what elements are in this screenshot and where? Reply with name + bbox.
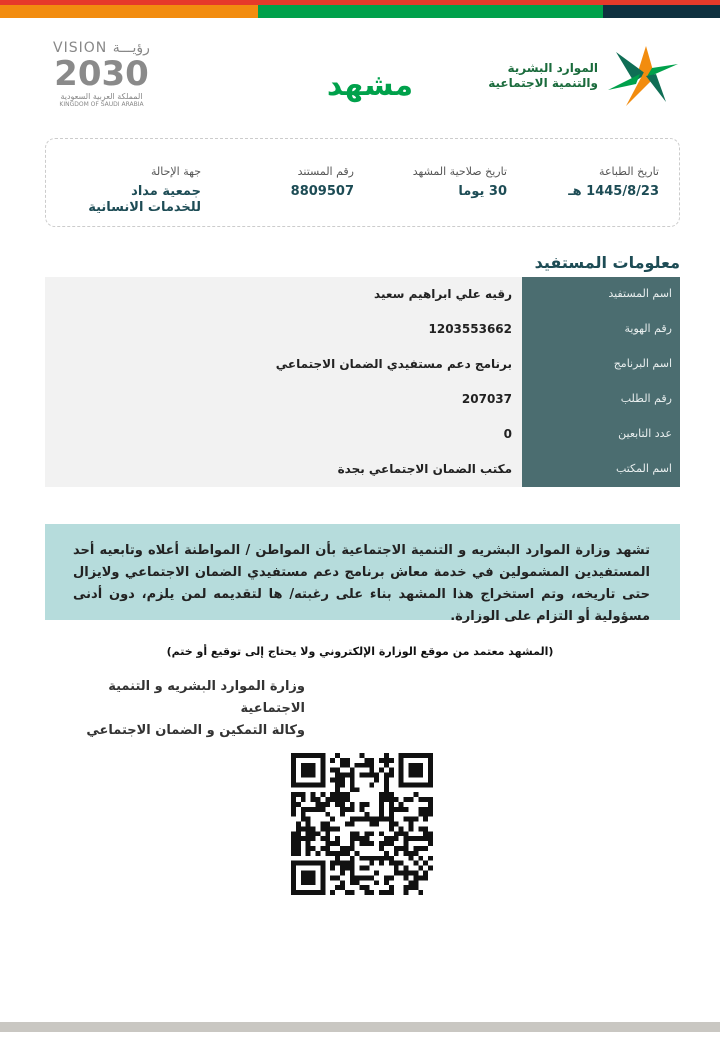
table-row	[45, 347, 680, 382]
qr-code	[291, 753, 433, 895]
row-value: 1203553662	[45, 312, 522, 347]
table-row	[45, 312, 680, 347]
ministry-logo	[488, 44, 680, 108]
validity-value: 30 يوما	[458, 184, 507, 199]
print-date-value: 1445/8/23 هـ	[568, 184, 659, 199]
document-info-box	[45, 138, 680, 227]
document-number-value: 8809507	[290, 184, 354, 199]
qr-modules	[291, 753, 433, 895]
print-date-label: تاريخ الطباعة	[599, 165, 659, 178]
vision-logo-ar: المملكة العربية السعودية	[60, 92, 143, 101]
table-row	[45, 452, 680, 487]
row-label: عدد التابعين	[522, 417, 680, 452]
ministry-logo-line2: والتنمية الاجتماعية	[488, 76, 598, 90]
table-row	[45, 277, 680, 312]
document-number	[291, 165, 354, 200]
issuer-signature	[45, 676, 305, 742]
beneficiary-table	[45, 277, 680, 487]
row-value: برنامج دعم مستفيدي الضمان الاجتماعي	[45, 347, 522, 382]
row-label: اسم البرنامج	[522, 347, 680, 382]
referral-value: جمعية مداد للخدمات الانسانية	[88, 184, 201, 215]
ministry-star-icon	[606, 44, 680, 108]
issuer-line1: وزارة الموارد البشريه و التنمية الاجتماعية	[108, 679, 305, 716]
table-row	[45, 382, 680, 417]
page-title: مشهد	[326, 68, 414, 103]
vision-logo-en: KINGDOM OF SAUDI ARABIA	[59, 101, 144, 108]
referral-label: جهة الإحالة	[151, 165, 201, 178]
bottom-bar	[0, 1022, 720, 1032]
top-color-bar	[0, 0, 720, 18]
issuer-line2: وكالة التمكين و الضمان الاجتماعي	[86, 723, 305, 738]
section-title: معلومات المستفيد	[534, 253, 680, 272]
document-number-label: رقم المستند	[297, 165, 354, 178]
print-date	[568, 165, 659, 200]
row-value: رقيه علي ابراهيم سعيد	[45, 277, 522, 312]
ministry-logo-line1: الموارد البشرية	[507, 61, 598, 75]
row-value: 207037	[45, 382, 522, 417]
vision-logo-text: VISION رؤيـــة	[53, 40, 150, 56]
certificate-text: تشهد وزارة الموارد البشريه و التنمية الاجتماعية بأن المواطن / المواطنة أعلاه وتابعيه أحد المستفيدين المشمولين في خدمة معاش برنامج دعم مستفيدي الضمان الاجتماعي ولايزال حتى تاريخه، وتم استخراج هذا المشهد بناء على رغبته/ ها لتقديمه لمن يلزم، دون أدنى مسؤولية أو التزام على الوزارة.	[45, 524, 680, 620]
row-label: رقم الهوية	[522, 312, 680, 347]
row-label: اسم المستفيد	[522, 277, 680, 312]
vision-logo-year: 2030	[54, 54, 149, 94]
row-value: 0	[45, 417, 522, 452]
validity-label: تاريخ صلاحية المشهد	[412, 165, 507, 178]
referral	[76, 165, 201, 216]
table-row	[45, 417, 680, 452]
validity	[413, 165, 507, 200]
row-label: اسم المكتب	[522, 452, 680, 487]
row-label: رقم الطلب	[522, 382, 680, 417]
row-value: مكتب الضمان الاجتماعي بجدة	[45, 452, 522, 487]
vision-2030-logo	[44, 40, 159, 108]
approval-note: (المشهد معتمد من موقع الوزارة الإلكتروني ولا يحتاج إلى توقيع أو ختم)	[166, 645, 554, 658]
